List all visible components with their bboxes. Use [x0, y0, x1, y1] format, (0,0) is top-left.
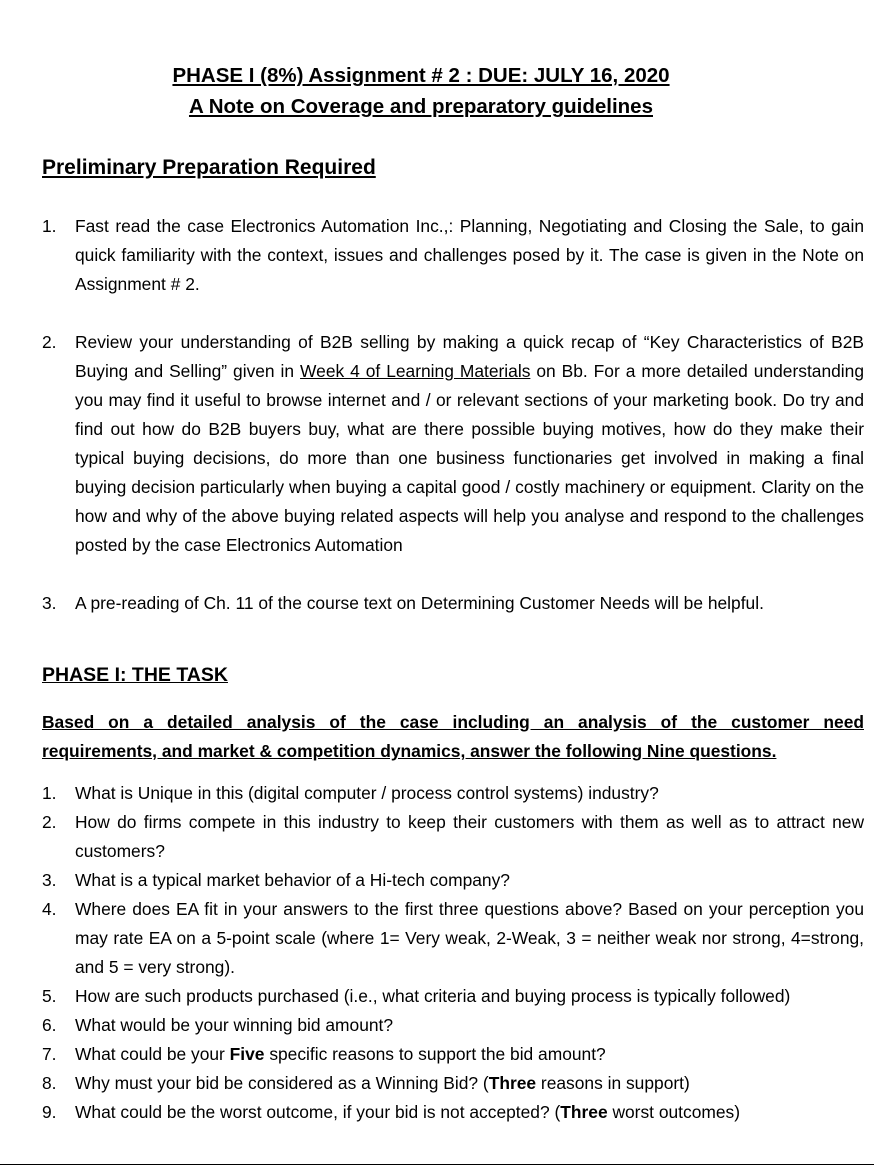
learning-materials-link[interactable]: Week 4 of Learning Materials — [300, 361, 531, 381]
question-emphasis: Three — [488, 1073, 537, 1093]
item-number: 1. — [42, 216, 57, 236]
question-number: 6. — [42, 1015, 57, 1035]
question-text-b: reasons in support) — [536, 1073, 690, 1093]
preparation-list — [42, 212, 864, 618]
question-emphasis: Five — [229, 1044, 265, 1064]
question-text-a: Why must your bid be considered as a Winning Bid? ( — [75, 1073, 489, 1093]
question-number: 3. — [42, 870, 57, 890]
task-instructions-line-1: Based on a detailed analysis of the case including an analysis of the customer need — [42, 712, 864, 732]
question-6 — [42, 1011, 864, 1040]
question-number: 7. — [42, 1044, 57, 1064]
question-number: 9. — [42, 1102, 57, 1122]
item-text-a: Review your understanding of B2B selling by making a quick recap of “Key Characteristics of B2B Buying and Selling” given in — [75, 332, 864, 381]
question-7 — [42, 1040, 864, 1069]
question-3 — [42, 866, 864, 895]
question-1 — [42, 779, 864, 808]
question-9 — [42, 1098, 864, 1127]
bottom-rule — [0, 1164, 874, 1165]
document-title — [0, 60, 842, 122]
question-number: 2. — [42, 812, 57, 832]
question-text: What would be your winning bid amount? — [75, 1015, 394, 1035]
question-text: How do firms compete in this industry to keep their customers with them as well as to attract new customers? — [75, 812, 864, 861]
question-number: 8. — [42, 1073, 57, 1093]
question-5 — [42, 982, 864, 1011]
question-4 — [42, 895, 864, 982]
item-text: A pre-reading of Ch. 11 of the course text on Determining Customer Needs will be helpful. — [75, 593, 764, 613]
question-text: How are such products purchased (i.e., what criteria and buying process is typically followed) — [75, 986, 791, 1006]
question-number: 1. — [42, 783, 57, 803]
question-text-b: specific reasons to support the bid amount? — [264, 1044, 606, 1064]
title-line-1: PHASE I (8%) Assignment # 2 : DUE: JULY 16, 2020 — [172, 64, 670, 87]
question-8 — [42, 1069, 864, 1098]
item-text-b: on Bb. For a more detailed understanding you may find it useful to browse internet and / or relevant sections of your marketing book. Do try and find out how do B2B buyers buy, what are there possible buying motives, how do they make their typical buying decisions, do more than one business functionaries get involved in making a final buying decision particularly when buying a capital good / costly machinery or equipment. Clarity on the how and why of the above buying related aspects will help you analyse and respond to the challenges posted by the case Electronics Automation — [75, 361, 864, 555]
question-2 — [42, 808, 864, 866]
question-text: What is Unique in this (digital computer / process control systems) industry? — [75, 783, 659, 803]
preparation-heading: Preliminary Preparation Required — [42, 156, 376, 179]
question-text-a: What could be your — [75, 1044, 230, 1064]
preparation-item-3 — [42, 589, 864, 618]
title-line-2: A Note on Coverage and preparatory guidelines — [188, 95, 653, 118]
preparation-item-1 — [42, 212, 864, 299]
task-heading: PHASE I: THE TASK — [42, 664, 228, 686]
question-emphasis: Three — [560, 1102, 608, 1122]
question-text: Where does EA fit in your answers to the first three questions above? Based on your perception you may rate EA on a 5-point scale (where 1= Very weak, 2-Weak, 3 = neither weak nor strong, 4=strong, and 5 = very strong). — [75, 899, 864, 977]
question-list — [42, 779, 864, 1127]
task-instructions-line-2: requirements, and market & competition dynamics, answer the following Nine questions. — [42, 741, 777, 761]
item-number: 3. — [42, 593, 57, 613]
question-number: 5. — [42, 986, 57, 1006]
task-instructions — [42, 708, 864, 766]
question-text: What is a typical market behavior of a Hi-tech company? — [75, 870, 510, 890]
item-number: 2. — [42, 332, 57, 352]
question-number: 4. — [42, 899, 57, 919]
item-text: Fast read the case Electronics Automation Inc.,: Planning, Negotiating and Closing the Sale, to gain quick familiarity with the context, issues and challenges posed by it. The case is given in the Note on Assignment # 2. — [75, 216, 864, 294]
question-text-b: worst outcomes) — [607, 1102, 741, 1122]
preparation-item-2 — [42, 328, 864, 560]
question-text-a: What could be the worst outcome, if your bid is not accepted? ( — [75, 1102, 561, 1122]
